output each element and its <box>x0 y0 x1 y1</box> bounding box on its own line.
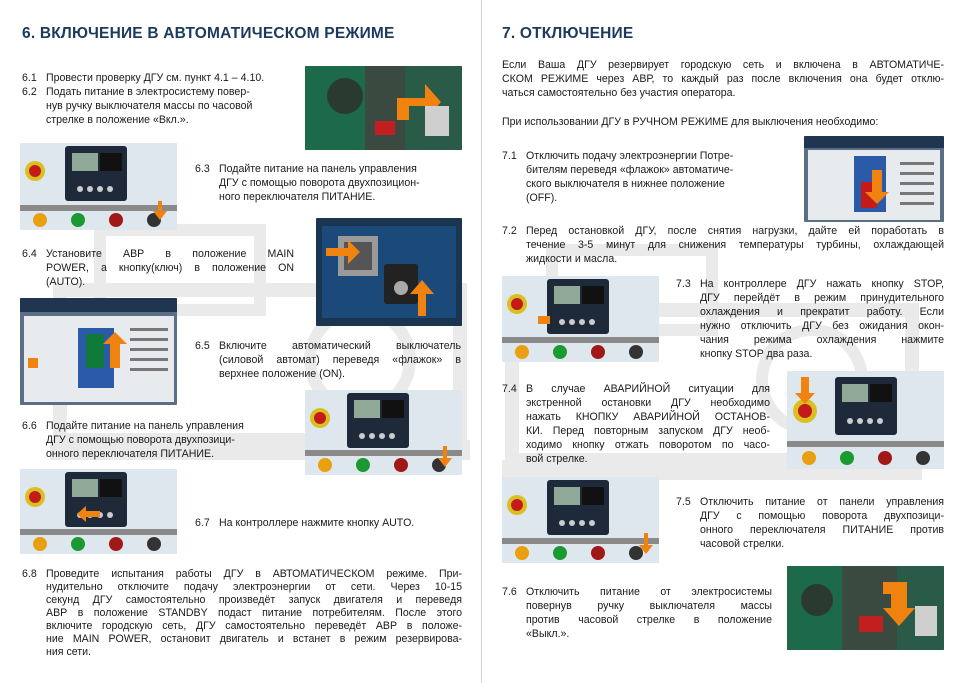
step-text: ДГУ с помощью поворота двухпозици- <box>46 434 235 446</box>
intro-text: При использовании ДГУ в РУЧНОМ РЕЖИМЕ для выключения необходимо: <box>502 116 879 128</box>
step-number: 6.6 <box>22 420 37 432</box>
step-text: верхнее положение (ON). <box>219 368 345 380</box>
step-text: Установите АВР в положение MAIN <box>46 248 294 260</box>
step-text: онного переключателя ПИТАНИЕ. <box>46 448 215 460</box>
intro-text: Если Ваша ДГУ резервирует городскую сеть и включена в АВТОМАТИЧЕ- <box>502 59 944 71</box>
control-panel-photo <box>20 469 177 554</box>
section-heading: 7. ОТКЛЮЧЕНИЕ <box>502 25 634 42</box>
step-text: КИ. Перед повторным запуском ДГУ необ- <box>526 425 770 437</box>
step-number: 6.4 <box>22 248 37 260</box>
step-number: 6.1 <box>22 72 37 84</box>
step-text: нудительно отключите подачу электроэнергии от сети. Через 10-15 <box>46 581 462 593</box>
step-text: чания режима охлаждения нажмите <box>700 334 944 346</box>
step-number: 6.5 <box>195 340 210 352</box>
page-left <box>0 0 481 683</box>
step-text: (силовой автомат) переведя «флажок» в <box>219 354 461 366</box>
step-text: Провести проверку ДГУ см. пункт 4.1 – 4.10. <box>46 72 265 84</box>
step-number: 7.1 <box>502 150 517 162</box>
step-text: ние MAIN POWER, остановит двигатель и встанет в режим резервирова- <box>46 633 462 645</box>
battery-switch-photo <box>787 566 944 650</box>
step-text: бителям переведя «флажок» автоматиче- <box>526 164 734 176</box>
step-text: Подать питание в электросистему повер- <box>46 86 250 98</box>
step-text: против часовой стрелке в положение <box>526 614 772 626</box>
step-text: повернув ручку выключателя массы <box>526 600 772 612</box>
step-text: Перед остановкой ДГУ, после снятия нагрузки, дайте ей поработать в <box>526 225 944 237</box>
step-text: течение 3-5 минут для снижения температуры турбины, охлаждающей <box>526 239 944 251</box>
step-number: 7.4 <box>502 383 517 395</box>
step-number: 7.5 <box>676 496 691 508</box>
step-number: 7.3 <box>676 278 691 290</box>
page-right <box>482 0 963 683</box>
step-text: Отключить питание от панели управления <box>700 496 944 508</box>
step-text: часовой стрелки. <box>700 538 785 550</box>
step-text: ДГУ с помощью поворота двухпозицион- <box>219 177 420 189</box>
step-text: ДГУ с помощью поворота двухпозици- <box>700 510 944 522</box>
intro-text: чаться самостоятельно без участия оператора. <box>502 87 736 99</box>
step-text: включите городскую сеть, ДГУ самостоятельно переведёт АВР в положе- <box>46 620 462 632</box>
step-text: Отключить подачу электроэнергии Потре- <box>526 150 734 162</box>
step-text: Подайте питание на панель управления <box>219 163 417 175</box>
step-text: Включите автоматический выключатель <box>219 340 461 352</box>
step-text: Проведите испытания работы ДГУ в АВТОМАТИЧЕСКОМ режиме. При- <box>46 568 462 580</box>
step-text: нужно отключить ДГУ без ожидания окон- <box>700 320 944 332</box>
step-text: В случае АВАРИЙНОЙ ситуации для <box>526 383 770 395</box>
step-text: ходимо кнопку отжать поворотом по часо- <box>526 439 770 451</box>
battery-switch-photo <box>305 66 462 150</box>
circuit-breaker-photo <box>20 298 177 405</box>
control-panel-photo <box>305 390 462 475</box>
step-text: АВР в положение STANDBY подаст питание потребителям. После этого <box>46 607 462 619</box>
ats-panel-photo <box>316 218 462 326</box>
step-number: 6.2 <box>22 86 37 98</box>
step-text: нажать КНОПКУ АВАРИЙНОЙ ОСТАНОВ- <box>526 411 770 423</box>
section-heading: 6. ВКЛЮЧЕНИЕ В АВТОМАТИЧЕСКОМ РЕЖИМЕ <box>22 25 395 42</box>
step-text: ДГУ перейдёт в режим принудительного <box>700 292 944 304</box>
step-number: 7.2 <box>502 225 517 237</box>
step-text: ского выключателя в нижнее положение <box>526 178 725 190</box>
step-text: «Выкл.». <box>526 628 570 640</box>
step-text: На контроллере ДГУ нажать кнопку STOP, <box>700 278 944 290</box>
step-number: 6.7 <box>195 517 210 529</box>
step-text: вой стрелке. <box>526 453 588 465</box>
control-panel-photo <box>502 276 659 362</box>
step-text: жидкости и масла. <box>526 253 618 265</box>
step-text: нув ручку выключателя массы по часовой <box>46 100 253 112</box>
step-text: (AUTO). <box>46 276 86 288</box>
circuit-breaker-photo <box>804 136 944 222</box>
step-text: экстренной остановки ДГУ необходимо <box>526 397 770 409</box>
emergency-stop-photo <box>787 371 944 469</box>
step-text: онного переключателя ПИТАНИЕ против <box>700 524 944 536</box>
intro-text: СКОМ РЕЖИМЕ через АВР, то каждый раз после включения она будет отклю- <box>502 73 944 85</box>
step-text: ния сети. <box>46 646 91 658</box>
step-text: Подайте питание на панель управления <box>46 420 244 432</box>
step-text: ного переключателя ПИТАНИЕ. <box>219 191 376 203</box>
step-text: Отключить питание от электросистемы <box>526 586 772 598</box>
step-text: кнопку STOP два раза. <box>700 348 813 360</box>
control-panel-photo <box>502 477 659 563</box>
step-text: POWER, а кнопку(ключ) в положение ON <box>46 262 294 274</box>
step-number: 7.6 <box>502 586 517 598</box>
step-text: охлаждения и прекратит работу. Если <box>700 306 944 318</box>
control-panel-photo <box>20 143 177 230</box>
step-number: 6.8 <box>22 568 37 580</box>
step-text: На контроллере нажмите кнопку AUTO. <box>219 517 415 529</box>
step-text: (OFF). <box>526 192 558 204</box>
step-number: 6.3 <box>195 163 210 175</box>
step-text: стрелке в положение «Вкл.». <box>46 114 189 126</box>
step-text: секунд ДГУ самостоятельно произведёт запуск двигателя и переведя <box>46 594 462 606</box>
